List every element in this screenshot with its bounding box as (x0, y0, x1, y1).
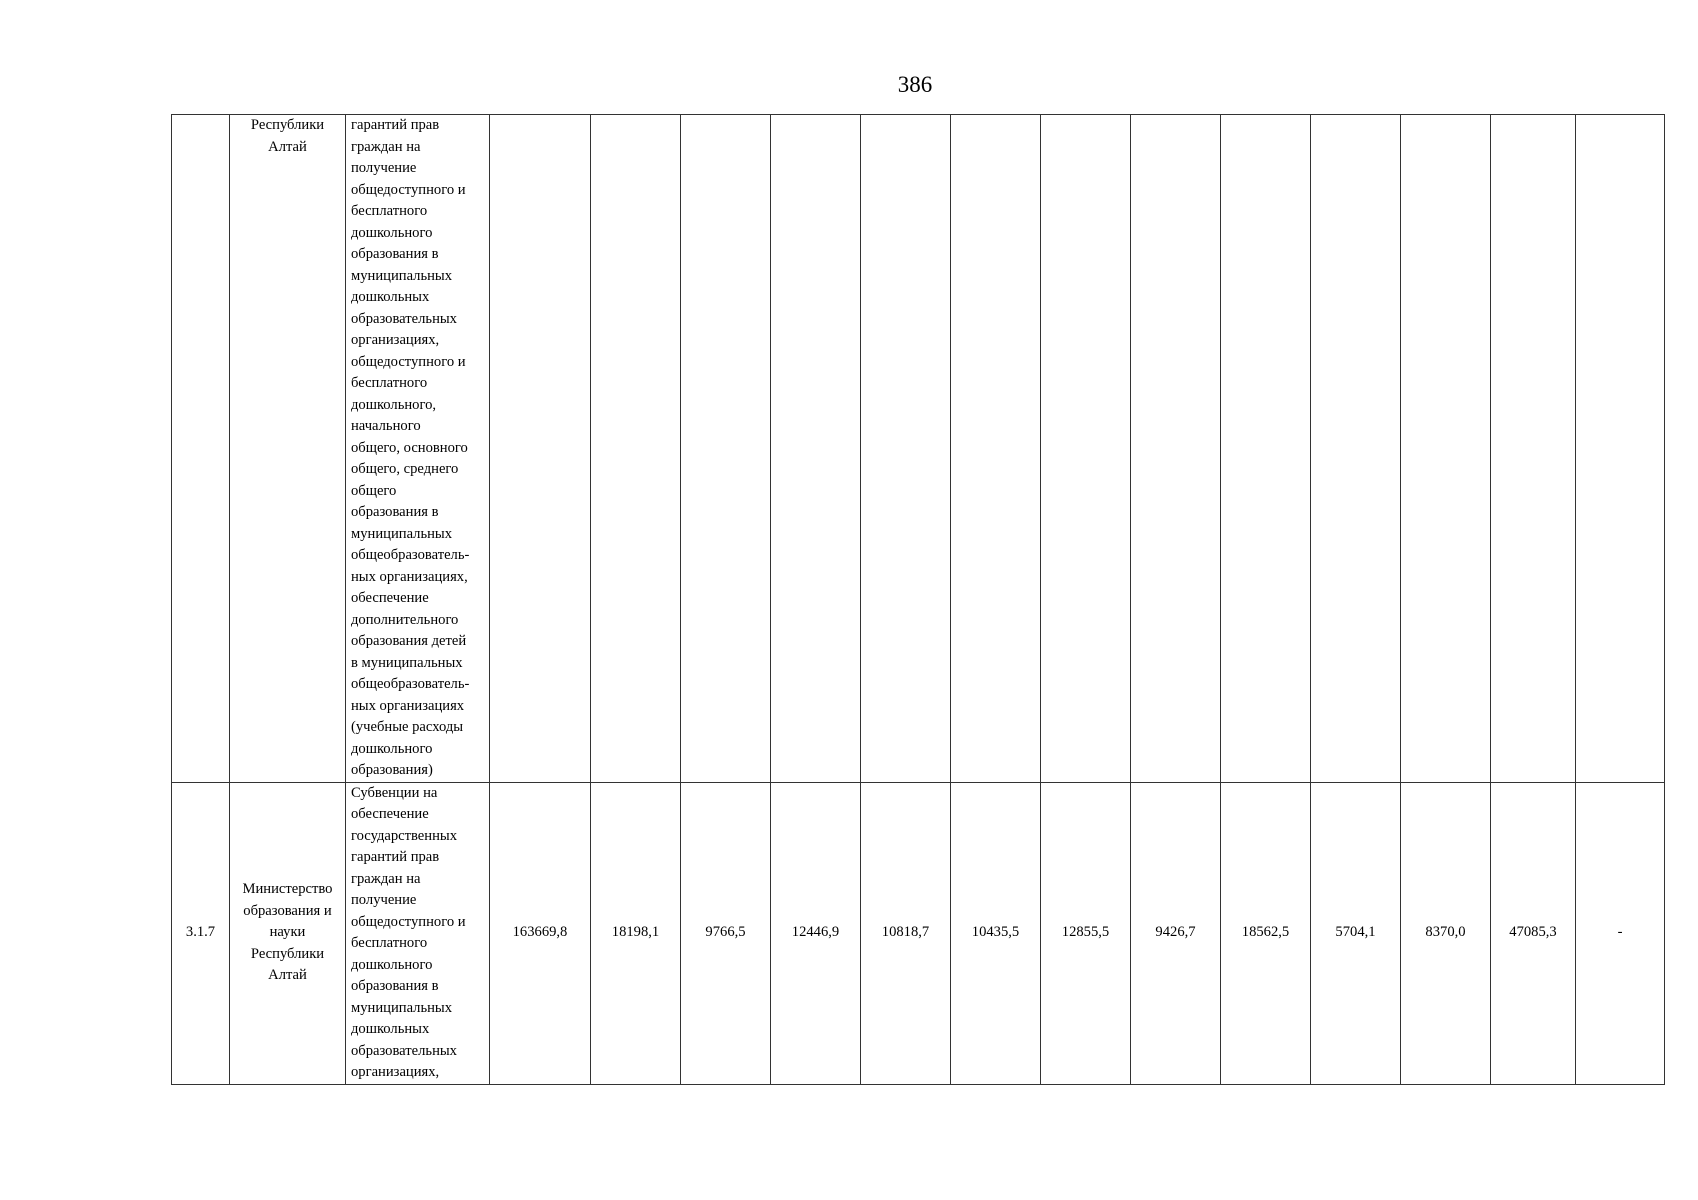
table-row (172, 115, 1665, 783)
row-code-cell: 3.1.7 (172, 782, 230, 1084)
value-cell: 9426,7 (1131, 782, 1221, 1084)
value-cell: 10435,5 (951, 782, 1041, 1084)
description-line: получение (351, 892, 417, 908)
budget-table (171, 114, 1665, 1085)
description-line: дошкольного (351, 224, 433, 241)
description-line: общеобразователь- (351, 547, 470, 563)
description-line: образования) (351, 762, 433, 778)
description-line: обеспечение (351, 590, 429, 606)
description-line: в муниципальных (351, 654, 463, 671)
description-line: граждан на (351, 138, 421, 155)
description-line: муниципальных (351, 267, 453, 284)
description-line: общедоступного и (351, 353, 466, 370)
organization-line: Алтай (268, 967, 307, 984)
value-cell: 12855,5 (1041, 782, 1131, 1084)
organization-line: образования и (243, 902, 332, 919)
description-line: общего (351, 482, 397, 499)
description-line: гарантий прав (351, 849, 440, 865)
description-line: начального (351, 418, 421, 434)
description-line: общеобразователь- (351, 676, 470, 692)
organization-line: Министерство (242, 881, 333, 898)
description-line: Субвенции на (351, 784, 438, 801)
description-line: общего, основного (351, 439, 468, 456)
value-cell (1576, 115, 1665, 783)
value-cell (771, 115, 861, 783)
description-line: бесплатного (351, 935, 428, 951)
description-line: ных организациях, (351, 568, 468, 585)
description-line: общедоступного и (351, 913, 466, 930)
description-cell (346, 115, 490, 783)
description-line: получение (351, 160, 417, 176)
value-cell: - (1576, 782, 1665, 1084)
value-cell: 18198,1 (591, 782, 681, 1084)
value-cell: 163669,8 (490, 782, 591, 1084)
value-cell (861, 115, 951, 783)
value-cell (1401, 115, 1491, 783)
table-row (172, 782, 1665, 1084)
description-line: образования в (351, 246, 439, 262)
description-line: дошкольных (351, 289, 430, 305)
description-line: общего, среднего (351, 461, 459, 477)
description-line: образования в (351, 978, 439, 994)
organization-line: Республики (250, 945, 325, 962)
description-line: государственных (351, 827, 458, 844)
description-line: организациях, (351, 1064, 440, 1080)
value-cell (1311, 115, 1401, 783)
description-line: муниципальных (351, 525, 453, 542)
organization-line: Алтай (268, 138, 307, 155)
description-line: дошкольного, (351, 396, 437, 413)
description-line: организациях, (351, 332, 440, 348)
value-cell (681, 115, 771, 783)
description-line: бесплатного (351, 375, 428, 391)
description-line: дополнительного (351, 611, 459, 628)
description-line: (учебные расходы (351, 719, 464, 735)
row-code-cell (172, 115, 230, 783)
value-cell (1491, 115, 1576, 783)
description-line: общедоступного и (351, 181, 466, 198)
value-cell: 10818,7 (861, 782, 951, 1084)
value-cell (1221, 115, 1311, 783)
organization-line: Республики (250, 117, 325, 133)
description-line: муниципальных (351, 999, 453, 1016)
description-line: образования детей (351, 633, 467, 649)
description-line: образовательных (351, 310, 457, 327)
description-line: гарантий прав (351, 117, 440, 133)
description-line: образования в (351, 504, 439, 520)
description-cell (346, 782, 490, 1084)
description-line: дошкольного (351, 956, 433, 973)
organization-cell (230, 115, 346, 783)
description-line: образовательных (351, 1042, 457, 1059)
description-line: бесплатного (351, 203, 428, 219)
value-cell (951, 115, 1041, 783)
description-line: ных организациях (351, 697, 465, 714)
value-cell: 9766,5 (681, 782, 771, 1084)
organization-cell (230, 782, 346, 1084)
value-cell: 12446,9 (771, 782, 861, 1084)
value-cell (591, 115, 681, 783)
description-line: дошкольного (351, 740, 433, 757)
description-line: граждан на (351, 870, 421, 887)
value-cell (490, 115, 591, 783)
description-line: дошкольных (351, 1021, 430, 1037)
value-cell: 5704,1 (1311, 782, 1401, 1084)
value-cell: 8370,0 (1401, 782, 1491, 1084)
value-cell: 47085,3 (1491, 782, 1576, 1084)
description-line: обеспечение (351, 806, 429, 822)
value-cell: 18562,5 (1221, 782, 1311, 1084)
organization-line: науки (269, 924, 306, 941)
value-cell (1041, 115, 1131, 783)
page-number: 386 (897, 72, 933, 97)
value-cell (1131, 115, 1221, 783)
